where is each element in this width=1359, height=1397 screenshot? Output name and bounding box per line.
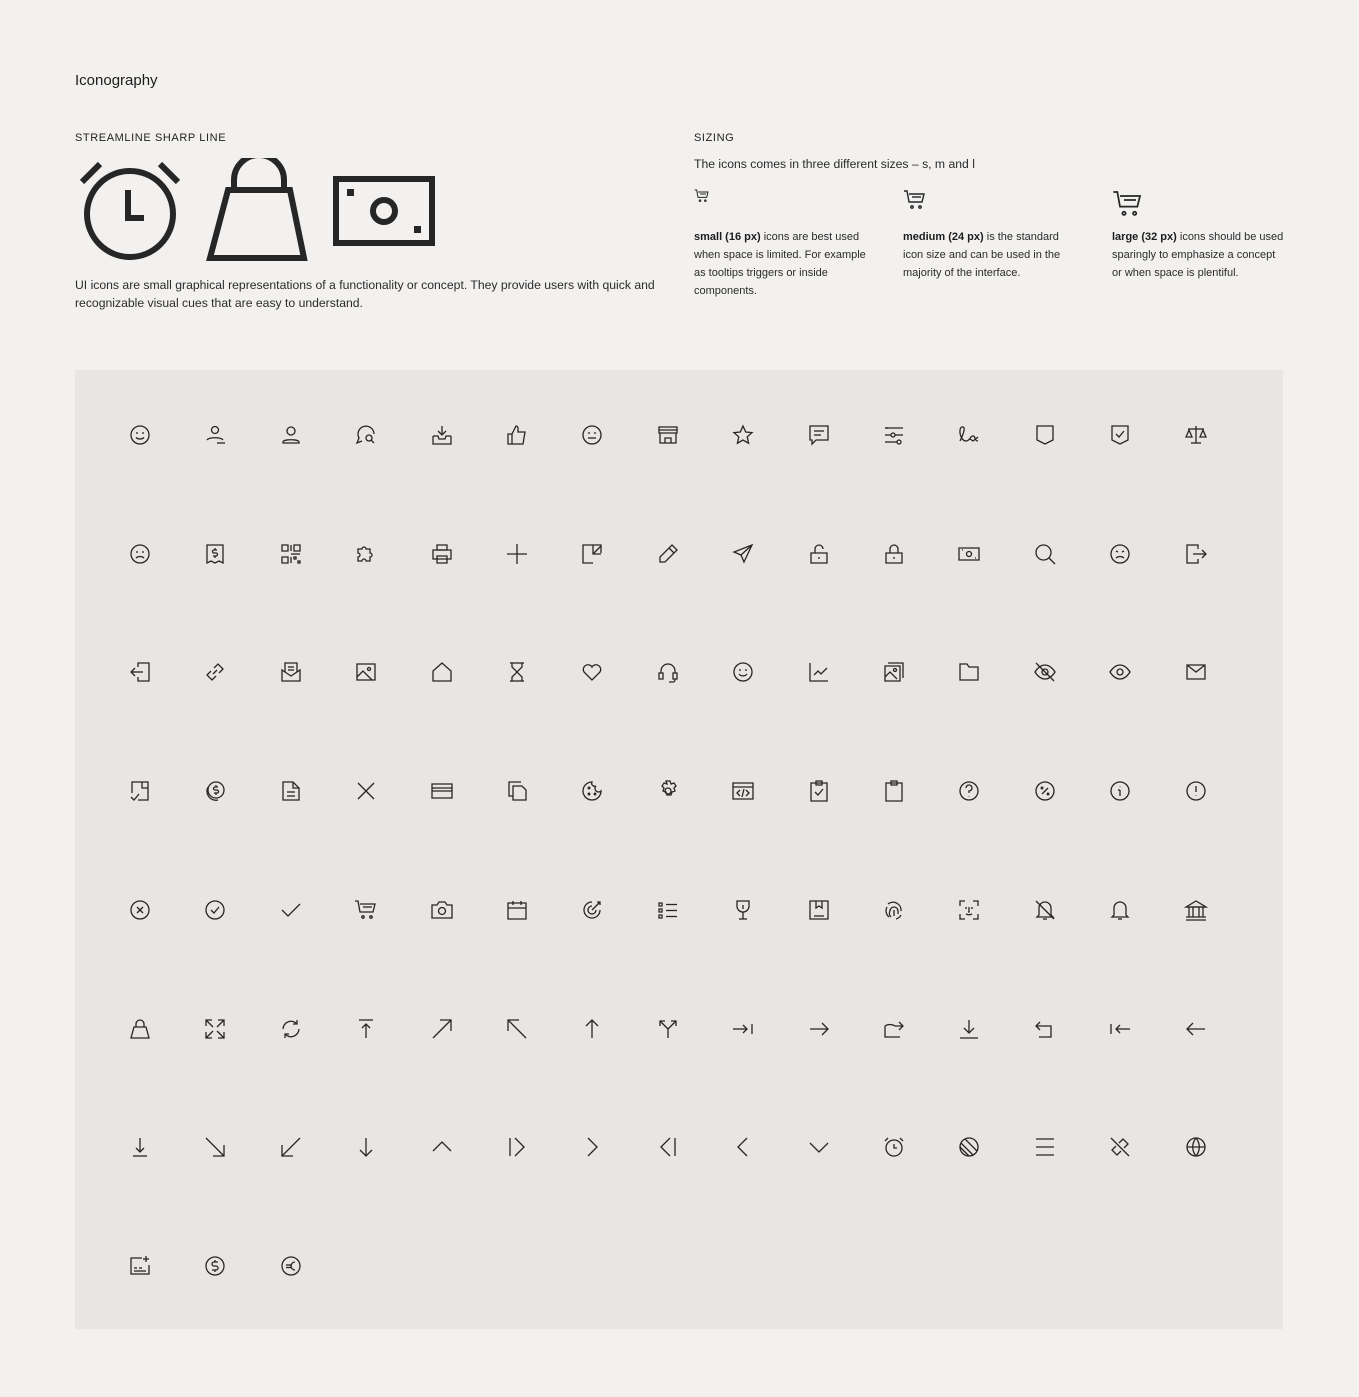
info-icon [1108, 779, 1132, 803]
bank-icon [1184, 898, 1208, 922]
document-check-icon [128, 779, 152, 803]
bell-icon [1108, 898, 1132, 922]
icon-cell [422, 415, 462, 455]
size-text: icons are best used when space is limited. For example as tooltips triggers or inside components. [694, 231, 866, 297]
icon-cell [1176, 1127, 1216, 1167]
store-icon [656, 423, 680, 447]
alarm-clock-icon [78, 158, 182, 264]
icon-cell [572, 1127, 612, 1167]
icon-cell [799, 771, 839, 811]
icon-cell [497, 771, 537, 811]
puzzle-icon [354, 542, 378, 566]
icon-cell [120, 1127, 160, 1167]
icon-cell [1176, 652, 1216, 692]
face-scan-icon [957, 898, 981, 922]
icon-cell [1025, 415, 1065, 455]
size-name: small (16 px) [694, 231, 761, 243]
icon-cell [195, 890, 235, 930]
icon-cell [1025, 534, 1065, 574]
arrow-to-right-icon [731, 1017, 755, 1041]
add-panel-icon [128, 1254, 152, 1278]
icon-cell [648, 771, 688, 811]
icon-cell [648, 890, 688, 930]
icon-cell [949, 652, 989, 692]
icon-cell [1100, 415, 1140, 455]
mail-open-icon [279, 660, 303, 684]
arrow-down-left-icon [279, 1135, 303, 1159]
icon-cell [497, 1127, 537, 1167]
icon-cell [874, 534, 914, 574]
list-icon [656, 898, 680, 922]
icon-cell [422, 652, 462, 692]
icon-cell [648, 1127, 688, 1167]
money-note-icon [332, 158, 436, 264]
arrow-down-right-icon [203, 1135, 227, 1159]
logout-icon [1184, 542, 1208, 566]
shield-check-icon [1108, 423, 1132, 447]
headset-icon [656, 660, 680, 684]
icon-cell [346, 652, 386, 692]
icon-cell [120, 771, 160, 811]
icon-cell [271, 890, 311, 930]
icon-cell [346, 890, 386, 930]
icon-cell [195, 652, 235, 692]
icon-cell [271, 415, 311, 455]
icon-cell [799, 534, 839, 574]
icon-cell [195, 1127, 235, 1167]
card-icon [430, 779, 454, 803]
download-icon [957, 1017, 981, 1041]
camera-icon [430, 898, 454, 922]
close-icon [354, 779, 378, 803]
expand-icon [203, 1017, 227, 1041]
icon-cell [120, 1009, 160, 1049]
icon-cell [346, 415, 386, 455]
icon-cell [346, 1127, 386, 1167]
size-small [694, 186, 866, 300]
send-icon [731, 542, 755, 566]
icon-cell [195, 771, 235, 811]
icon-cell [949, 890, 989, 930]
mail-icon [1184, 660, 1208, 684]
plus-icon [505, 542, 529, 566]
icon-cell [120, 415, 160, 455]
icon-cell [422, 534, 462, 574]
icon-cell [648, 1009, 688, 1049]
icon-cell [723, 890, 763, 930]
icon-cell [497, 1009, 537, 1049]
icon-cell [346, 1009, 386, 1049]
icon-cell [723, 771, 763, 811]
smile-wink-icon [128, 423, 152, 447]
cart-icon [694, 188, 710, 204]
icon-cell [949, 771, 989, 811]
document-icon [279, 779, 303, 803]
icon-cell [874, 1127, 914, 1167]
euro-icon [279, 1254, 303, 1278]
icon-cell [1100, 771, 1140, 811]
user-icon [279, 423, 303, 447]
icon-cell [648, 415, 688, 455]
icon-cell [497, 652, 537, 692]
neutral-face-icon [580, 423, 604, 447]
printer-icon [430, 542, 454, 566]
refresh-icon [279, 1017, 303, 1041]
icon-cell [195, 415, 235, 455]
icon-cell [346, 534, 386, 574]
size-text: is the standard icon size and can be used in the majority of the interface. [903, 231, 1061, 279]
help-icon [957, 779, 981, 803]
star-icon [731, 423, 755, 447]
icon-cell [572, 890, 612, 930]
close-circle-icon [128, 898, 152, 922]
bell-off-icon [1033, 898, 1057, 922]
size-name: large (32 px) [1112, 231, 1177, 243]
coin-icon [203, 779, 227, 803]
icon-cell [271, 1246, 311, 1286]
cart-icon [1112, 188, 1144, 220]
icon-cell [497, 534, 537, 574]
icon-cell [120, 534, 160, 574]
sizing-subtitle: The icons comes in three different sizes – s, m and l [694, 157, 975, 171]
angry-face-icon [1108, 542, 1132, 566]
page-title: Iconography [75, 72, 158, 89]
happy-face-icon [731, 660, 755, 684]
chat-search-icon [354, 423, 378, 447]
size-text: icons should be used sparingly to emphasize a concept or when space is plentiful. [1112, 231, 1284, 279]
icon-cell [723, 1009, 763, 1049]
icon-cell [120, 1246, 160, 1286]
icon-cell [271, 1127, 311, 1167]
cart-icon [903, 188, 927, 212]
icon-cell [497, 415, 537, 455]
icon-cell [1176, 415, 1216, 455]
icon-cell [723, 415, 763, 455]
arrow-up-icon [580, 1017, 604, 1041]
icon-cell [874, 890, 914, 930]
cart-icon [354, 898, 378, 922]
chevron-left-bar-icon [656, 1135, 680, 1159]
icon-cell [271, 652, 311, 692]
lock-icon [882, 542, 906, 566]
icon-cell [1100, 652, 1140, 692]
size-large [1112, 186, 1284, 282]
icon-cell [874, 652, 914, 692]
sliders-icon [882, 423, 906, 447]
calendar-icon [505, 898, 529, 922]
arrow-to-left-icon [1108, 1017, 1132, 1041]
arrow-up-right-icon [430, 1017, 454, 1041]
icon-cell [271, 771, 311, 811]
arrow-right-icon [807, 1017, 831, 1041]
icon-cell [874, 415, 914, 455]
arrow-down-icon [354, 1135, 378, 1159]
dollar-icon [203, 1254, 227, 1278]
fingerprint-icon [882, 898, 906, 922]
icon-cell [1025, 1127, 1065, 1167]
gear-icon [656, 779, 680, 803]
icon-cell [422, 890, 462, 930]
alarm-icon [882, 1135, 906, 1159]
line-chart-icon [807, 660, 831, 684]
icon-cell [422, 1009, 462, 1049]
clipboard-icon [882, 779, 906, 803]
icon-cell [1025, 890, 1065, 930]
no-symbol-icon [957, 1135, 981, 1159]
arrow-left-icon [1184, 1017, 1208, 1041]
icon-cell [572, 415, 612, 455]
arrow-to-bottom-icon [128, 1135, 152, 1159]
chevron-right-bar-icon [505, 1135, 529, 1159]
link-off-icon [1108, 1135, 1132, 1159]
login-icon [128, 660, 152, 684]
icon-cell [1176, 1009, 1216, 1049]
icon-cell [799, 415, 839, 455]
icon-cell [1025, 771, 1065, 811]
warning-icon [1184, 779, 1208, 803]
icon-cell [949, 1009, 989, 1049]
icon-cell [874, 1009, 914, 1049]
heart-icon [580, 660, 604, 684]
sizing-label: SIZING [694, 132, 735, 144]
eye-off-icon [1033, 660, 1057, 684]
link-icon [203, 660, 227, 684]
icon-cell [1100, 534, 1140, 574]
message-icon [807, 423, 831, 447]
pencil-icon [656, 542, 680, 566]
receipt-icon [203, 542, 227, 566]
bookmark-box-icon [807, 898, 831, 922]
icon-cell [1100, 890, 1140, 930]
icon-cell [723, 1127, 763, 1167]
eye-icon [1108, 660, 1132, 684]
icon-cell [949, 1127, 989, 1167]
image-icon [354, 660, 378, 684]
search-icon [1033, 542, 1057, 566]
arrow-to-top-icon [354, 1017, 378, 1041]
code-window-icon [731, 779, 755, 803]
bag-icon [128, 1017, 152, 1041]
folder-icon [957, 660, 981, 684]
icon-cell [1025, 652, 1065, 692]
shopping-bag-icon [206, 158, 310, 264]
cookie-icon [580, 779, 604, 803]
user-line-icon [203, 423, 227, 447]
copy-icon [505, 779, 529, 803]
size-medium [903, 186, 1075, 282]
split-icon [656, 1017, 680, 1041]
sticky-note-icon [580, 542, 604, 566]
clipboard-check-icon [807, 779, 831, 803]
check-circle-icon [203, 898, 227, 922]
thumbs-up-icon [505, 423, 529, 447]
streamline-label: STREAMLINE SHARP LINE [75, 132, 227, 144]
icon-grid-panel [75, 370, 1283, 1329]
icon-cell [195, 1009, 235, 1049]
icon-cell [120, 890, 160, 930]
icon-cell [1176, 771, 1216, 811]
globe-icon [1184, 1135, 1208, 1159]
icon-cell [799, 890, 839, 930]
chevron-down-icon [807, 1135, 831, 1159]
icon-cell [195, 534, 235, 574]
icon-cell [1176, 534, 1216, 574]
shield-icon [1033, 423, 1057, 447]
icon-cell [271, 534, 311, 574]
inbox-download-icon [430, 423, 454, 447]
menu-icon [1033, 1135, 1057, 1159]
home-icon [430, 660, 454, 684]
icon-cell [949, 534, 989, 574]
gallery-icon [882, 660, 906, 684]
icon-cell [723, 534, 763, 574]
percent-icon [1033, 779, 1057, 803]
chevron-up-icon [430, 1135, 454, 1159]
intro-text: UI icons are small graphical representations of a functionality or concept. They provide users with quick and recognizable visual cues that are easy to understand. [75, 278, 655, 310]
icon-cell [572, 652, 612, 692]
qr-code-icon [279, 542, 303, 566]
icon-cell [874, 771, 914, 811]
target-icon [580, 898, 604, 922]
icon-cell [799, 1127, 839, 1167]
icon-cell [1100, 1127, 1140, 1167]
forward-icon [882, 1017, 906, 1041]
signature-icon [957, 423, 981, 447]
icon-cell [346, 771, 386, 811]
icon-cell [422, 1127, 462, 1167]
arrow-up-left-icon [505, 1017, 529, 1041]
icon-cell [648, 534, 688, 574]
icon-cell [648, 652, 688, 692]
icon-cell [572, 771, 612, 811]
undo-icon [1033, 1017, 1057, 1041]
icon-cell [723, 652, 763, 692]
unlock-icon [807, 542, 831, 566]
money-icon [957, 542, 981, 566]
icon-cell [422, 771, 462, 811]
icon-cell [949, 415, 989, 455]
chevron-right-icon [580, 1135, 604, 1159]
size-name: medium (24 px) [903, 231, 984, 243]
icon-cell [497, 890, 537, 930]
icon-cell [271, 1009, 311, 1049]
icon-cell [799, 1009, 839, 1049]
icon-cell [1025, 1009, 1065, 1049]
icon-cell [572, 1009, 612, 1049]
chevron-left-icon [731, 1135, 755, 1159]
icon-cell [1100, 1009, 1140, 1049]
scale-icon [1184, 423, 1208, 447]
icon-cell [195, 1246, 235, 1286]
check-icon [279, 898, 303, 922]
hourglass-icon [505, 660, 529, 684]
icon-cell [572, 534, 612, 574]
sad-face-icon [128, 542, 152, 566]
trophy-icon [731, 898, 755, 922]
icon-cell [799, 652, 839, 692]
icon-cell [1176, 890, 1216, 930]
icon-cell [120, 652, 160, 692]
